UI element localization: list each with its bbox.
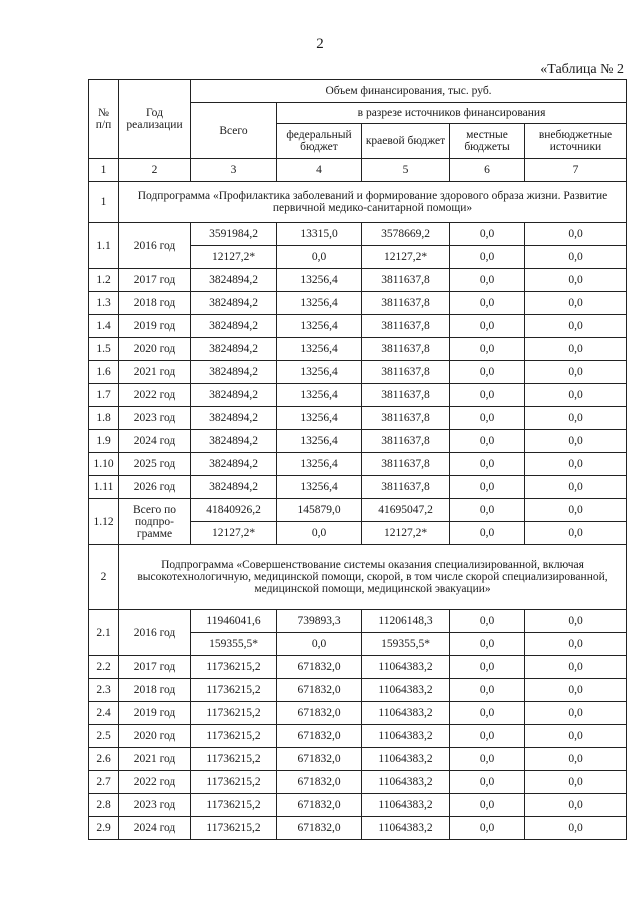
- table-row: [89, 679, 627, 702]
- cell-extra: 0,0: [525, 476, 627, 499]
- row-number: 2.9: [89, 817, 119, 840]
- row-number: 2.2: [89, 656, 119, 679]
- cell-local: 0,0: [450, 748, 525, 771]
- cell-federal: 13256,4: [277, 430, 362, 453]
- cell-federal: 13256,4: [277, 407, 362, 430]
- row-year: 2020 год: [119, 338, 191, 361]
- cell-total: 11736215,2: [191, 794, 277, 817]
- table-row: [89, 384, 627, 407]
- subprogram-row: [89, 182, 627, 223]
- header-total: Всего: [191, 103, 277, 159]
- cell-regional: 3811637,8: [362, 453, 450, 476]
- row-year: 2022 год: [119, 771, 191, 794]
- cell-total: 41840926,2: [191, 499, 277, 522]
- row-number: 2.4: [89, 702, 119, 725]
- table-row: [89, 476, 627, 499]
- cell-extra: 0,0: [525, 269, 627, 292]
- cell-federal: 671832,0: [277, 748, 362, 771]
- header-local: местные бюджеты: [450, 124, 525, 159]
- row-year: 2023 год: [119, 407, 191, 430]
- cell-total: 11736215,2: [191, 702, 277, 725]
- table-row: [89, 407, 627, 430]
- table-body: [89, 80, 627, 840]
- table-row: [89, 338, 627, 361]
- cell-extra: 0,0: [525, 702, 627, 725]
- row-number: 2.1: [89, 610, 119, 656]
- cell-total: 11946041,6: [191, 610, 277, 633]
- cell-extra: 0,0: [525, 656, 627, 679]
- row-number: 1.8: [89, 407, 119, 430]
- cell-regional: 3811637,8: [362, 338, 450, 361]
- cell-extra: 0,0: [525, 522, 627, 545]
- table-row: [89, 702, 627, 725]
- cell-regional: 159355,5*: [362, 633, 450, 656]
- cell-federal: 13256,4: [277, 338, 362, 361]
- row-year: 2026 год: [119, 476, 191, 499]
- cell-regional: 11064383,2: [362, 771, 450, 794]
- cell-federal: 671832,0: [277, 771, 362, 794]
- row-year: 2024 год: [119, 817, 191, 840]
- cell-total: 11736215,2: [191, 771, 277, 794]
- cell-local: 0,0: [450, 292, 525, 315]
- cell-federal: 0,0: [277, 633, 362, 656]
- header-by-source: в разрезе источников финансирования: [277, 103, 627, 124]
- table-row: [89, 610, 627, 633]
- cell-federal: 671832,0: [277, 794, 362, 817]
- subprogram-number: 2: [89, 545, 119, 610]
- cell-regional: 3811637,8: [362, 407, 450, 430]
- column-index: 7: [525, 159, 627, 182]
- cell-regional: 11064383,2: [362, 725, 450, 748]
- table-row: [89, 771, 627, 794]
- column-index: 1: [89, 159, 119, 182]
- row-number: 2.3: [89, 679, 119, 702]
- row-year: 2024 год: [119, 430, 191, 453]
- cell-local: 0,0: [450, 453, 525, 476]
- row-number: 1.10: [89, 453, 119, 476]
- table-row: [89, 499, 627, 522]
- row-year: 2017 год: [119, 656, 191, 679]
- cell-regional: 3578669,2: [362, 223, 450, 246]
- row-number: 1.3: [89, 292, 119, 315]
- column-index: 6: [450, 159, 525, 182]
- table-row: [89, 361, 627, 384]
- cell-extra: 0,0: [525, 748, 627, 771]
- cell-total: 3824894,2: [191, 476, 277, 499]
- table-row: [89, 315, 627, 338]
- cell-total: 11736215,2: [191, 679, 277, 702]
- cell-extra: 0,0: [525, 453, 627, 476]
- cell-extra: 0,0: [525, 725, 627, 748]
- cell-extra: 0,0: [525, 679, 627, 702]
- cell-regional: 11064383,2: [362, 748, 450, 771]
- cell-regional: 11064383,2: [362, 794, 450, 817]
- cell-federal: 13256,4: [277, 384, 362, 407]
- cell-total: 3824894,2: [191, 361, 277, 384]
- cell-federal: 671832,0: [277, 725, 362, 748]
- row-year: 2022 год: [119, 384, 191, 407]
- cell-local: 0,0: [450, 610, 525, 633]
- cell-regional: 41695047,2: [362, 499, 450, 522]
- column-index: 2: [119, 159, 191, 182]
- cell-regional: 3811637,8: [362, 361, 450, 384]
- row-number: 1.11: [89, 476, 119, 499]
- cell-total: 3824894,2: [191, 407, 277, 430]
- table-row: [89, 817, 627, 840]
- subprogram-title: Подпрограмма «Совершенствование системы оказания специализированной, включая высокотехнологичную, медицинской помощи, скорой, в том числе скорой специализированной, медицинской помощи, медицинской эвакуации»: [119, 545, 627, 610]
- cell-regional: 12127,2*: [362, 522, 450, 545]
- cell-total: 3824894,2: [191, 315, 277, 338]
- row-year: 2016 год: [119, 223, 191, 269]
- cell-total: 11736215,2: [191, 748, 277, 771]
- cell-local: 0,0: [450, 430, 525, 453]
- table-row: [89, 725, 627, 748]
- table-row: [89, 269, 627, 292]
- cell-local: 0,0: [450, 817, 525, 840]
- cell-federal: 13256,4: [277, 476, 362, 499]
- cell-total: 159355,5*: [191, 633, 277, 656]
- row-year: 2021 год: [119, 361, 191, 384]
- table-row: [89, 748, 627, 771]
- cell-extra: 0,0: [525, 361, 627, 384]
- row-year: 2025 год: [119, 453, 191, 476]
- cell-local: 0,0: [450, 338, 525, 361]
- column-index: 4: [277, 159, 362, 182]
- row-number: 1.7: [89, 384, 119, 407]
- row-number: 2.8: [89, 794, 119, 817]
- cell-extra: 0,0: [525, 430, 627, 453]
- cell-local: 0,0: [450, 315, 525, 338]
- cell-total: 3824894,2: [191, 292, 277, 315]
- cell-local: 0,0: [450, 679, 525, 702]
- row-year: 2021 год: [119, 748, 191, 771]
- row-year: 2016 год: [119, 610, 191, 656]
- header-financing: Объем финансирования, тыс. руб.: [191, 80, 627, 103]
- cell-local: 0,0: [450, 246, 525, 269]
- cell-local: 0,0: [450, 269, 525, 292]
- cell-local: 0,0: [450, 656, 525, 679]
- cell-local: 0,0: [450, 407, 525, 430]
- column-index: 3: [191, 159, 277, 182]
- header-federal: федеральный бюджет: [277, 124, 362, 159]
- cell-local: 0,0: [450, 499, 525, 522]
- cell-extra: 0,0: [525, 610, 627, 633]
- cell-regional: 3811637,8: [362, 315, 450, 338]
- header-extra: внебюджетные источники: [525, 124, 627, 159]
- cell-federal: 13315,0: [277, 223, 362, 246]
- cell-local: 0,0: [450, 794, 525, 817]
- cell-regional: 3811637,8: [362, 430, 450, 453]
- subprogram-row: [89, 545, 627, 610]
- row-number: 1.2: [89, 269, 119, 292]
- table-row: [89, 292, 627, 315]
- cell-local: 0,0: [450, 223, 525, 246]
- cell-total: 3824894,2: [191, 269, 277, 292]
- row-year: Всего по подпро-грамме: [119, 499, 191, 545]
- header-regional: краевой бюджет: [362, 124, 450, 159]
- table-caption: «Таблица № 2: [540, 62, 624, 77]
- table-row: [89, 656, 627, 679]
- subprogram-number: 1: [89, 182, 119, 223]
- cell-extra: 0,0: [525, 794, 627, 817]
- cell-regional: 11064383,2: [362, 656, 450, 679]
- cell-federal: 671832,0: [277, 679, 362, 702]
- column-index: 5: [362, 159, 450, 182]
- row-year: 2020 год: [119, 725, 191, 748]
- cell-federal: 739893,3: [277, 610, 362, 633]
- cell-local: 0,0: [450, 725, 525, 748]
- header-num: № п/п: [89, 80, 119, 159]
- row-number: 1.12: [89, 499, 119, 545]
- cell-extra: 0,0: [525, 633, 627, 656]
- cell-regional: 11064383,2: [362, 679, 450, 702]
- cell-extra: 0,0: [525, 338, 627, 361]
- row-number: 1.4: [89, 315, 119, 338]
- cell-extra: 0,0: [525, 407, 627, 430]
- cell-regional: 3811637,8: [362, 269, 450, 292]
- cell-federal: 13256,4: [277, 292, 362, 315]
- cell-extra: 0,0: [525, 223, 627, 246]
- cell-total: 3824894,2: [191, 453, 277, 476]
- row-number: 1.5: [89, 338, 119, 361]
- cell-total: 3824894,2: [191, 430, 277, 453]
- row-number: 1.9: [89, 430, 119, 453]
- cell-local: 0,0: [450, 633, 525, 656]
- subprogram-title: Подпрограмма «Профилактика заболеваний и формирование здорового образа жизни. Развитие первичной медико-санитарной помощи»: [119, 182, 627, 223]
- cell-regional: 11064383,2: [362, 702, 450, 725]
- cell-federal: 13256,4: [277, 453, 362, 476]
- cell-regional: 3811637,8: [362, 476, 450, 499]
- cell-federal: 13256,4: [277, 361, 362, 384]
- cell-federal: 671832,0: [277, 656, 362, 679]
- cell-extra: 0,0: [525, 246, 627, 269]
- cell-total: 11736215,2: [191, 725, 277, 748]
- row-number: 1.1: [89, 223, 119, 269]
- cell-local: 0,0: [450, 771, 525, 794]
- row-year: 2018 год: [119, 292, 191, 315]
- cell-federal: 13256,4: [277, 315, 362, 338]
- cell-total: 12127,2*: [191, 522, 277, 545]
- cell-local: 0,0: [450, 361, 525, 384]
- row-number: 2.6: [89, 748, 119, 771]
- header-year: Год реализации: [119, 80, 191, 159]
- cell-federal: 145879,0: [277, 499, 362, 522]
- table-row: [89, 794, 627, 817]
- cell-total: 12127,2*: [191, 246, 277, 269]
- cell-regional: 3811637,8: [362, 384, 450, 407]
- cell-local: 0,0: [450, 384, 525, 407]
- financing-table: [88, 79, 627, 840]
- cell-extra: 0,0: [525, 817, 627, 840]
- cell-federal: 0,0: [277, 522, 362, 545]
- cell-total: 3824894,2: [191, 338, 277, 361]
- table-row: [89, 453, 627, 476]
- cell-regional: 11064383,2: [362, 817, 450, 840]
- cell-local: 0,0: [450, 522, 525, 545]
- row-number: 1.6: [89, 361, 119, 384]
- cell-federal: 671832,0: [277, 702, 362, 725]
- page-number: 2: [316, 36, 324, 52]
- table-row: [89, 223, 627, 246]
- row-year: 2023 год: [119, 794, 191, 817]
- cell-total: 3824894,2: [191, 384, 277, 407]
- row-number: 2.7: [89, 771, 119, 794]
- cell-federal: 13256,4: [277, 269, 362, 292]
- row-year: 2019 год: [119, 315, 191, 338]
- cell-total: 11736215,2: [191, 817, 277, 840]
- column-index-row: [89, 159, 627, 182]
- cell-extra: 0,0: [525, 499, 627, 522]
- row-year: 2019 год: [119, 702, 191, 725]
- row-number: 2.5: [89, 725, 119, 748]
- cell-extra: 0,0: [525, 771, 627, 794]
- row-year: 2018 год: [119, 679, 191, 702]
- cell-total: 11736215,2: [191, 656, 277, 679]
- cell-regional: 3811637,8: [362, 292, 450, 315]
- cell-total: 3591984,2: [191, 223, 277, 246]
- cell-local: 0,0: [450, 702, 525, 725]
- row-year: 2017 год: [119, 269, 191, 292]
- cell-federal: 0,0: [277, 246, 362, 269]
- table-row: [89, 430, 627, 453]
- cell-extra: 0,0: [525, 315, 627, 338]
- cell-local: 0,0: [450, 476, 525, 499]
- cell-regional: 12127,2*: [362, 246, 450, 269]
- cell-extra: 0,0: [525, 292, 627, 315]
- cell-federal: 671832,0: [277, 817, 362, 840]
- cell-extra: 0,0: [525, 384, 627, 407]
- cell-regional: 11206148,3: [362, 610, 450, 633]
